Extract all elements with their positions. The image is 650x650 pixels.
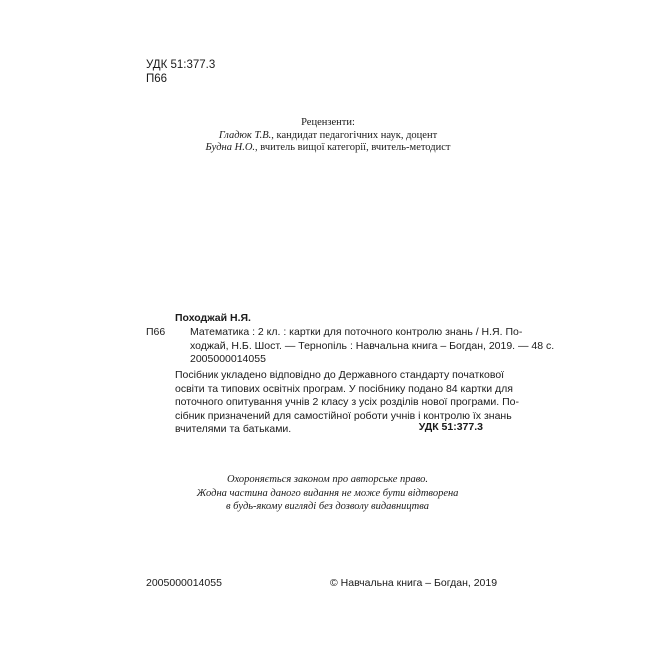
catalog-udk: УДК 51:377.3 xyxy=(418,421,483,433)
catalog-description xyxy=(190,326,555,353)
copyright-notice xyxy=(150,473,505,514)
copyright-notice-line: Жодна частина даного видання не може бути відтворена xyxy=(196,487,459,499)
reviewers-heading: Рецензенти: xyxy=(301,117,355,128)
reviewers-block xyxy=(190,117,466,155)
annotation-line: освіти та типових освітніх програм. У посібнику подано 84 картки для xyxy=(175,382,513,395)
copyright-notice-line: в будь-якому вигляді без дозволу видавництва xyxy=(226,501,429,512)
reviewer-role: , кандидат педагогічних наук, доцент xyxy=(271,129,438,141)
annotation-line: поточного опитування учнів 2 класу з усіх розділів нової програми. По- xyxy=(175,396,519,408)
reviewer-name: Будна Н.О. xyxy=(205,142,256,153)
footer-copyright: © Навчальна книга – Богдан, 2019 xyxy=(330,577,498,589)
reviewer-role: , вчитель вищої категорії, вчитель-методист xyxy=(255,142,451,153)
catalog-code-header: П66 xyxy=(146,73,168,85)
catalog-isbn: 2005000014055 xyxy=(190,353,266,365)
description-line: Математика : 2 кл. : картки для поточного контролю знань / Н.Я. По- xyxy=(190,326,523,338)
reviewer-name: Гладюк Т.В. xyxy=(218,129,272,141)
copyright-notice-line: Охороняється законом про авторське право. xyxy=(226,474,429,485)
catalog-author: Походжай Н.Я. xyxy=(175,312,251,324)
reviewer-item xyxy=(190,130,466,143)
annotation-line: Посібник укладено відповідно до Державного стандарту початкової xyxy=(175,369,505,381)
footer-code: 2005000014055 xyxy=(146,577,222,589)
annotation-line: сібник призначений для самостійної роботи учнів і контролю їх знань xyxy=(175,409,512,422)
description-line: ходжай, Н.Б. Шост. — Тернопіль : Навчальна книга – Богдан, 2019. — 48 с. xyxy=(190,339,555,352)
catalog-code: П66 xyxy=(146,326,166,338)
udk-header: УДК 51:377.3 xyxy=(146,59,216,71)
annotation-line: вчителями та батьками. xyxy=(175,423,292,435)
reviewer-item xyxy=(190,142,466,155)
